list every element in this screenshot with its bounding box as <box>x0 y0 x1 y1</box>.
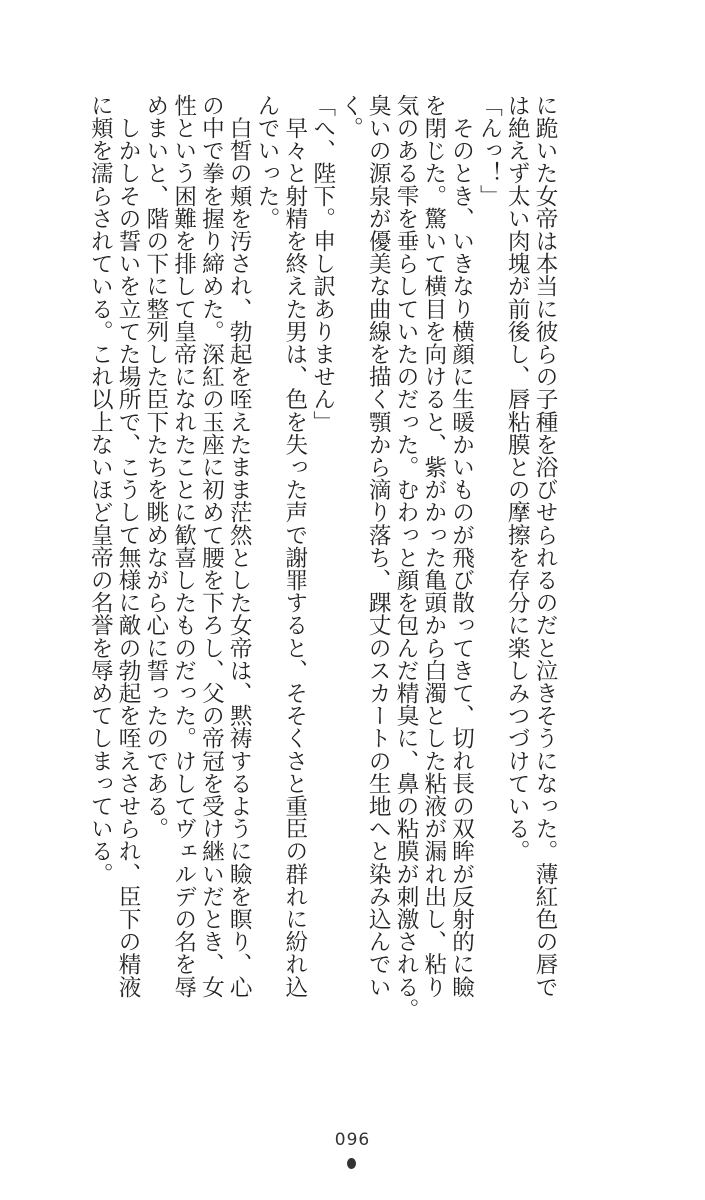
text-line: めまいと、階の下に整列した臣下たちを眺めながら心に誓ったのである。 <box>142 94 169 840</box>
text-line: 性という困難を排して皇帝になれたことに歓喜したものだった。けしてヴェルデの名を辱 <box>170 94 197 998</box>
text-line: 気のある雫を垂らしていたのだった。むわっと顔を包んだ精臭に、鼻の粘膜が刺激される。 <box>393 94 420 1021</box>
text-line: を閉じた。驚いて横目を向けると、紫がかった亀頭から白濁とした粘液が漏れ出し、粘り <box>420 94 447 998</box>
text-line: に跪いた女帝は本当に彼らの子種を浴びせられるのだと泣きそうになった。薄紅色の唇で <box>532 94 558 998</box>
page-number: 096 <box>334 1130 371 1150</box>
text-line: 早々と射精を終えた男は、色を失った声で謝罪すると、そそくさと重臣の群れに紛れ込 <box>281 94 308 998</box>
text-line: 「んっ！」 <box>476 94 503 207</box>
text-line: 白皙の頬を汚され、勃起を咥えたまま茫然とした女帝は、黙祷するように瞼を瞑り、心 <box>226 94 253 998</box>
text-line: は絶えず太い肉塊が前後し、唇粘膜との摩擦を存分に楽しみつづけている。 <box>504 94 531 863</box>
text-line: の中で拳を握り締めた。深紅の玉座に初めて腰を下ろし、父の帝冠を受け継いだとき、女 <box>198 94 225 998</box>
text-line: 「へ、陛下。申し訳ありません」 <box>309 94 336 433</box>
body-text <box>85 94 558 1021</box>
text-line: に頬を濡らされている。これ以上ないほど皇帝の名誉を辱めてしまっている。 <box>87 94 114 885</box>
text-line: そのとき、いきなり横顔に生暖かいものが飛び散ってきて、切れ長の双眸が反射的に瞼 <box>448 94 475 998</box>
page-marker-dot-icon <box>347 1158 356 1169</box>
text-line: んでいった。 <box>254 94 281 230</box>
text-line: 臭いの源泉が優美な曲線を描く顎から滴り落ち、踝丈のスカートの生地へと染み込んでい <box>365 94 392 998</box>
text-line: く。 <box>337 94 364 140</box>
text-line: しかしその誓いを立てた場所で、こうして無様に敵の勃起を咥えさせられ、臣下の精液 <box>115 94 142 998</box>
